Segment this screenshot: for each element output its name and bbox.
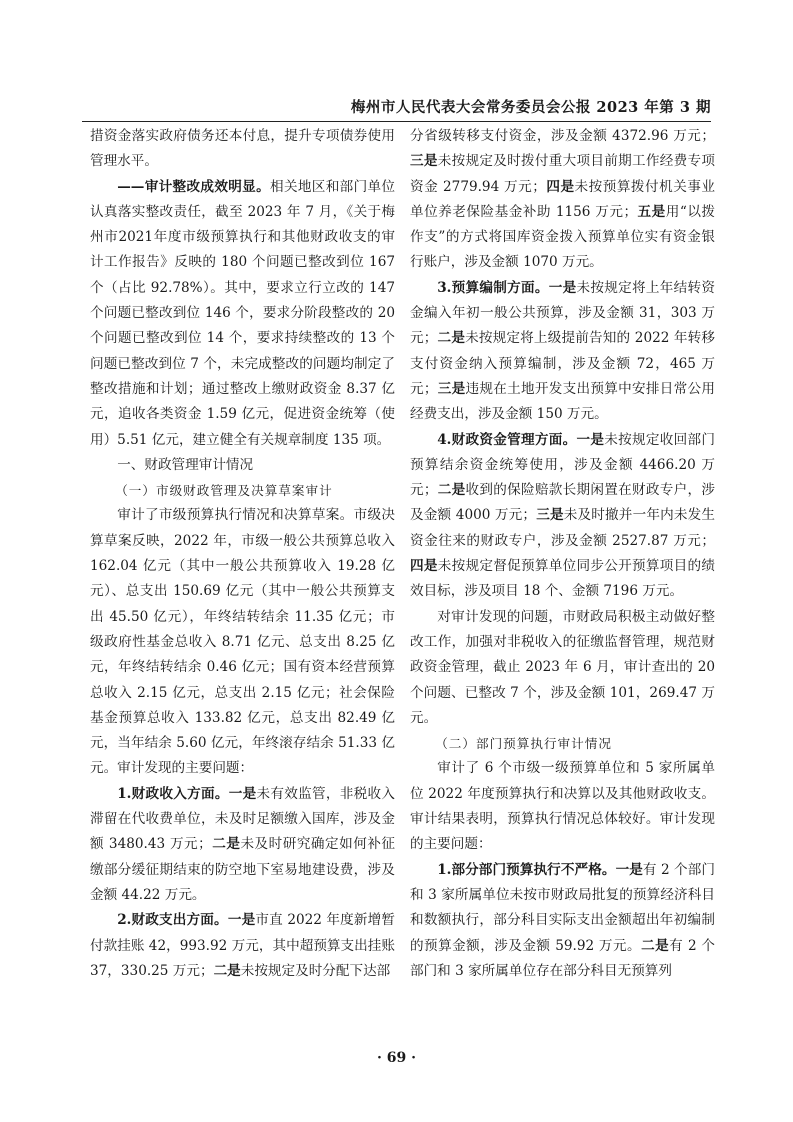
paragraph: 4.财政资金管理方面。一是未按规定收回部门预算结余资金统筹使用，涉及金额 4466.20 万元；二是收到的保险赔款长期闲置在财政专户，涉及金额 4000 万元；三是未及时撤并一年内未发生资金往来的财政专户，涉及金额 2527.87 万元；四是未按规定督促预算单位同步公开预算项目的绩效目标，涉及项目 18 个、金额 7196 万元。 — [410, 431, 716, 600]
subsection-heading: （一）市级财政管理及决算草案审计 — [115, 483, 333, 499]
paragraph: 2.财政支出方面。一是市直 2022 年度新增暂付款挂账 42，993.92 万元，其中超预算支出挂账 37，330.25 万元；二是未按规定及时分配下达部 — [90, 912, 395, 979]
journal-title: 梅州市人民代表大会常务委员会公报 2023 年第 3 期 — [350, 99, 711, 116]
paragraph: ——审计整改成效明显。相关地区和部门单位认真落实整改责任，截至 2023 年 7 月，《关于梅州市2021年度市级预算执行和其他财政收支的审计工作报告》反映的 180 个问题已整改到位 167 个（占比 92.78%）。其中，要求立行立改的 147 个问题已整改到位 146 个，要求分阶段整改的 20 个问题已整改到位 14 个，要求持续整改的 13 个问题已整改到位 7 个，未完成整改的问题均制定了整改措施和计划；通过整改上缴财政资金 8.37 亿元，追收各类资金 1.59 亿元，促进资金统筹（使用）5.51 亿元，建立健全有关规章制度 135 项。 — [90, 178, 396, 448]
paragraph: 措资金落实政府债务还本付息，提升专项债券使用管理水平。 — [90, 128, 395, 170]
journal-header — [82, 96, 711, 122]
page-number: · 69 · — [377, 1050, 416, 1066]
lead-text: ——审计整改成效明显。 — [117, 178, 271, 195]
subsection-heading: （二）部门预算执行审计情况 — [435, 736, 612, 752]
paragraph: 3.预算编制方面。一是未按规定将上年结转资金编入年初一般公共预算，涉及金额 31，303 万元；二是未按规定将上级提前告知的 2022 年转移支付资金纳入预算编制，涉及金额 72，465 万元；三是违规在土地开发支出预算中安排日常公用经费支出，涉及金额 150 万元。 — [410, 279, 716, 423]
left-column — [90, 124, 395, 984]
paragraph: 审计了 6 个市级一级预算单位和 5 家所属单位 2022 年度预算执行和决算以及其他财政收支。审计结果表明，预算执行情况总体较好。审计发现的主要问题： — [410, 760, 715, 853]
paragraph: 审计了市级预算执行情况和决算草案。市级决算草案反映，2022 年，市级一般公共预算总收入 162.04 亿元（其中一般公共预算收入 19.28 亿元）、总支出 150.69 亿元（其中一般公共预算支出 45.50 亿元），年终结转结余 11.35 亿元；市级政府性基金总收入 8.71 亿元、总支出 8.25 亿元，年终结转结余 0.46 亿元；国有资本经营预算总收入 2.15 亿元，总支出 2.15 亿元；社会保险基金预算总收入 133.82 亿元，总支出 82.49 亿元，当年结余 5.60 亿元，年终滚存结余 51.33 亿元。审计发现的主要问题： — [90, 507, 395, 777]
paragraph: 1.部分部门预算执行不严格。一是有 2 个部门和 3 家所属单位未按市财政局批复的预算经济科目和数额执行，部分科目实际支出金额超出年初编制的预算金额，涉及金额 59.92 万元。二是有 2 个部门和 3 家所属单位存在部分科目无预算列 — [410, 861, 715, 979]
paragraph: 1.财政收入方面。一是未有效监管，非税收入滞留在代收费单位，未及时足额缴入国库，涉及金额 3480.43 万元；二是未及时研究确定如何补征缴部分缓征期结束的防空地下室易地建设费，涉及金额 44.22 万元。 — [90, 785, 396, 903]
paragraph: 分省级转移支付资金，涉及金额 4372.96 万元；三是未按规定及时拨付重大项目前期工作经费专项资金 2779.94 万元；四是未按预算拨付机关事业单位养老保险基金补助 1156 万元；五是用“以拨作支”的方式将国库资金拨入预算单位实有资金银行账户，涉及金额 1070 万元。 — [410, 128, 716, 271]
paragraph: 对审计发现的问题，市财政局积极主动做好整改工作，加强对非税收入的征缴监督管理，规范财政资金管理，截止 2023 年 6 月，审计查出的 20 个问题、已整改 7 个，涉及金额 101，269.47 万元。 — [410, 608, 715, 726]
right-column — [410, 124, 715, 984]
section-heading: 一、财政管理审计情况 — [117, 456, 254, 473]
